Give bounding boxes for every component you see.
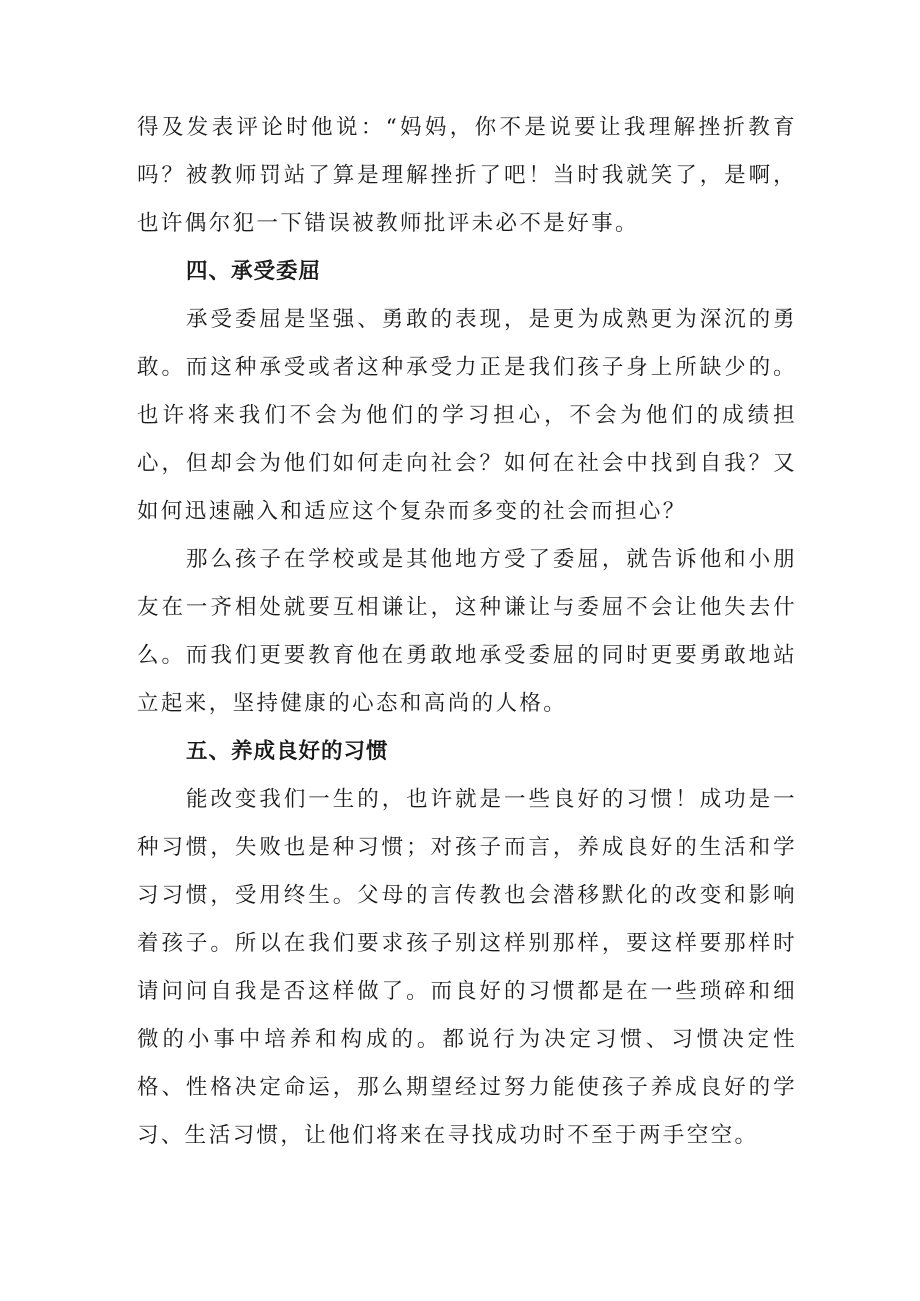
section4-paragraph-2: 那么孩子在学校或是其他地方受了委屈，就告诉他和小朋友在一齐相处就要互相谦让，这种谦让与委屈不会让他失去什么。而我们更要教育他在勇敢地承受委屈的同时更要勇敢地站立起来，坚持健康的心态和高尚的人格。 (137, 547, 797, 716)
section-heading-5: 五、养成良好的习惯 (186, 739, 389, 764)
intro-paragraph: 得及发表评论时他说：“妈妈，你不是说要让我理解挫折教育吗？被教师罚站了算是理解挫折了吧！当时我就笑了，是啊，也许偶尔犯一下错误被教师批评未必不是好事。 (137, 115, 797, 236)
document-body (137, 104, 797, 1160)
section5-paragraph-1: 能改变我们一生的，也许就是一些良好的习惯！成功是一种习惯，失败也是种习惯；对孩子而言，养成良好的生活和学习习惯，受用终生。父母的言传教也会潜移默化的改变和影响着孩子。所以在我们要求孩子别这样别那样，要这样要那样时请问问自我是否这样做了。而良好的习惯都是在一些琐碎和细微的小事中培养和构成的。都说行为决定习惯、习惯决定性格、性格决定命运，那么期望经过努力能使孩子养成良好的学习、生活习惯，让他们将来在寻找成功时不至于两手空空。 (137, 787, 797, 1148)
section4-paragraph-1: 承受委屈是坚强、勇敢的表现，是更为成熟更为深沉的勇敢。而这种承受或者这种承受力正是我们孩子身上所缺少的。也许将来我们不会为他们的学习担心，不会为他们的成绩担心，但却会为他们如何走向社会？如何在社会中找到自我？又如何迅速融入和适应这个复杂而多变的社会而担心？ (137, 307, 797, 524)
section-heading-4: 四、承受委屈 (186, 259, 322, 284)
